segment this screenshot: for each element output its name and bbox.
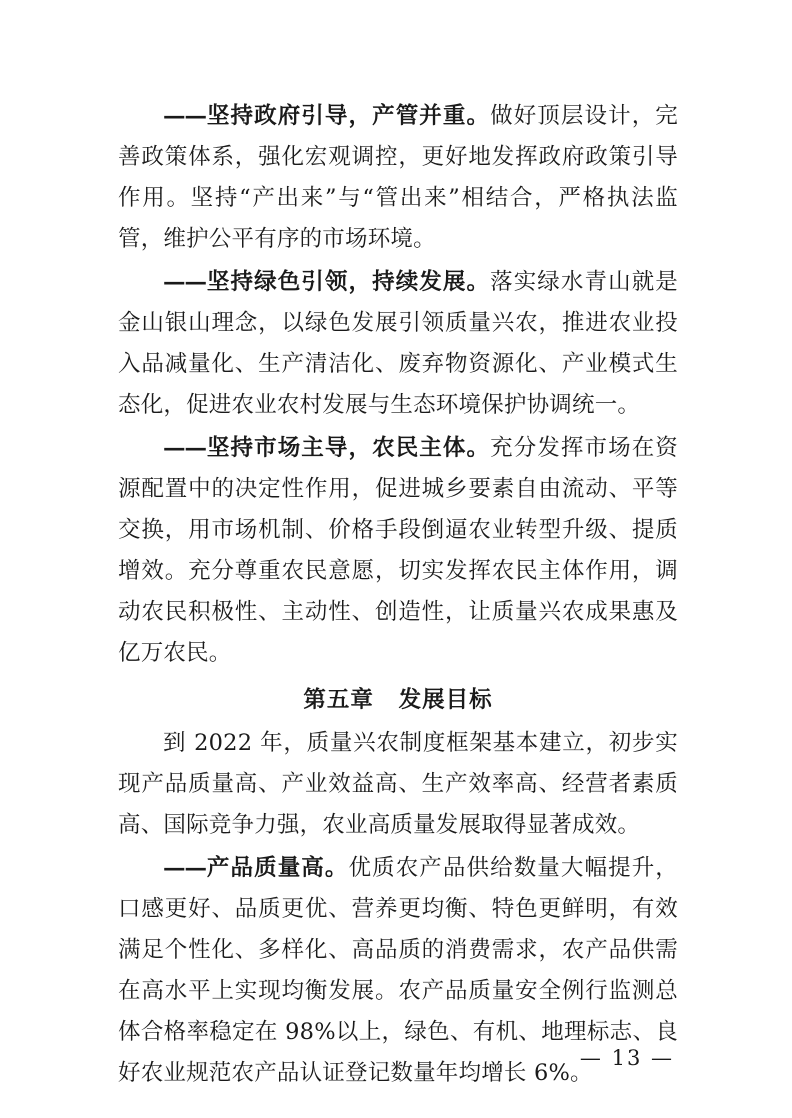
paragraph-lead: 坚持政府引导，产管并重。	[206, 103, 491, 129]
paragraph-text: 做好顶层设计，完善政策体系，强化宏观调控，更好地发挥政府政策引导作用。坚持“产出来”与“管出来”相结合，严格执法监管，维护公平有序的市场环境。	[118, 103, 678, 252]
paragraph-lead: 坚持绿色引领，持续发展。	[206, 269, 491, 295]
page-footer	[0, 1046, 792, 1070]
chapter-heading	[118, 680, 678, 721]
paragraph-text: 到 2022 年，质量兴农制度框架基本建立，初步实现产品质量高、产业效益高、生产效率高、经营者素质高、国际竞争力强，农业高质量发展取得显著成效。	[118, 730, 678, 838]
chapter-number: 第五章	[303, 687, 374, 713]
chapter-title: 发展目标	[398, 687, 493, 713]
paragraph-principle-1	[118, 96, 678, 260]
document-body	[118, 96, 678, 1094]
paragraph-dash: ——	[163, 855, 206, 881]
paragraph-text: 充分发挥市场在资源配置中的决定性作用，促进城乡要素自由流动、平等交换，用市场机制、价格手段倒逼农业转型升级、提质增效。充分尊重农民意愿，切实发挥农民主体作用，调动农民积极性、主动性、创造性，让质量兴农成果惠及亿万农民。	[118, 435, 678, 666]
paragraph-goal-intro	[118, 723, 678, 846]
paragraph-principle-2	[118, 262, 678, 426]
paragraph-dash: ——	[163, 435, 206, 461]
paragraph-lead: 坚持市场主导，农民主体。	[206, 435, 491, 461]
paragraph-dash: ——	[163, 103, 206, 129]
paragraph-lead: 产品质量高。	[206, 855, 349, 881]
page-number: — 13 —	[579, 1046, 674, 1070]
paragraph-text: 落实绿水青山就是金山银山理念，以绿色发展引领质量兴农，推进农业投入品减量化、生产清洁化、废弃物资源化、产业模式生态化，促进农业农村发展与生态环境保护协调统一。	[118, 269, 678, 418]
paragraph-text: 优质农产品供给数量大幅提升，口感更好、品质更优、营养更均衡、特色更鲜明，有效满足个性化、多样化、高品质的消费需求，农产品供需在高水平上实现均衡发展。农产品质量安全例行监测总体合格率稳定在 98%以上，绿色、有机、地理标志、良好农业规范农产品认证登记数量年均增长 6%。	[118, 855, 678, 1086]
paragraph-dash: ——	[163, 269, 206, 295]
paragraph-principle-3	[118, 428, 678, 674]
